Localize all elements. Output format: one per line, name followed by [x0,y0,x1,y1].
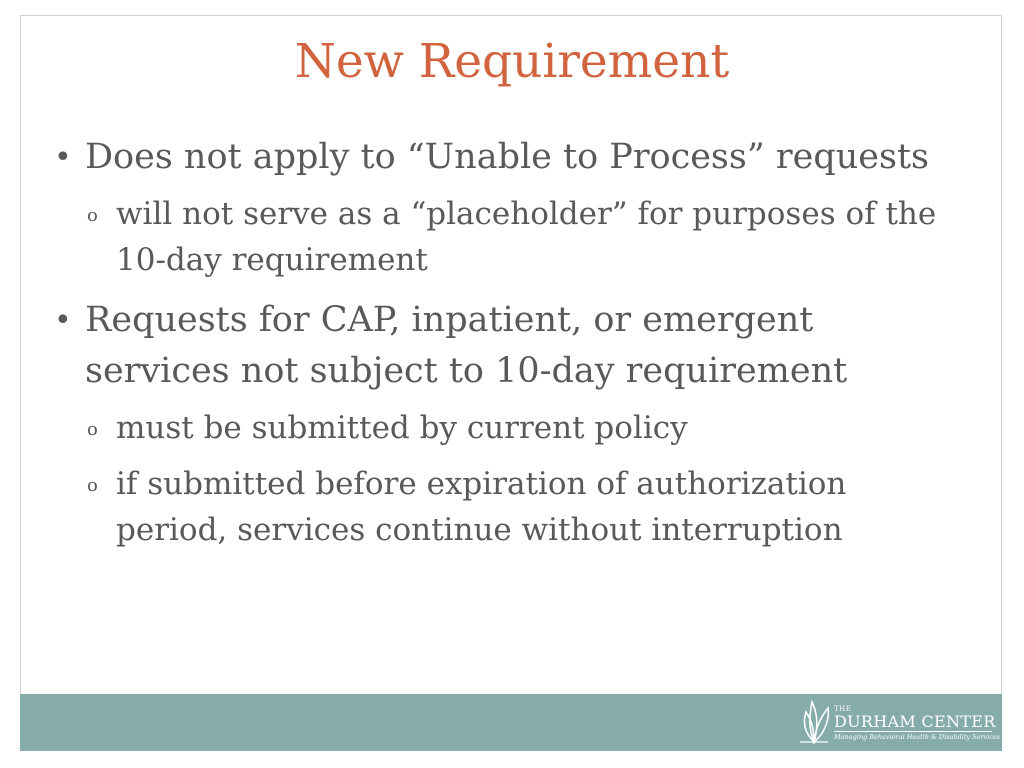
sub-bullet-item [50,461,950,553]
sub-bullet-text: must be submitted by current policy [116,410,688,446]
durham-center-logo [796,698,1001,746]
sub-bullet-marker: o [87,419,98,440]
bullet-item [50,295,950,397]
slide-title: New Requirement [294,34,730,89]
logo-the-text: THE [834,705,852,713]
bullet-text: Does not apply to “Unable to Process” requests [85,137,929,177]
sub-bullet-text: will not serve as a “placeholder” for purposes of the 10-day requirement [116,196,937,278]
sub-bullet-marker: o [87,205,98,226]
slide-content [50,132,950,563]
bullet-marker: • [54,140,72,175]
leaf-icon [796,698,832,746]
logo-divider [834,731,992,732]
sub-bullet-marker: o [87,475,98,496]
logo-tagline: Managing Behavioral Health & Disability Services [834,733,1001,741]
bullet-marker: • [54,303,72,338]
footer-band [20,694,1002,751]
bullet-text: Requests for CAP, inpatient, or emergent services not subject to 10-day requirement [85,300,848,391]
logo-name-text: DURHAM CENTER [834,712,996,731]
bullet-item [50,132,950,183]
sub-bullet-item [50,405,950,451]
sub-bullet-text: if submitted before expiration of authorization period, services continue without interruption [116,466,847,548]
sub-bullet-item [50,191,950,283]
